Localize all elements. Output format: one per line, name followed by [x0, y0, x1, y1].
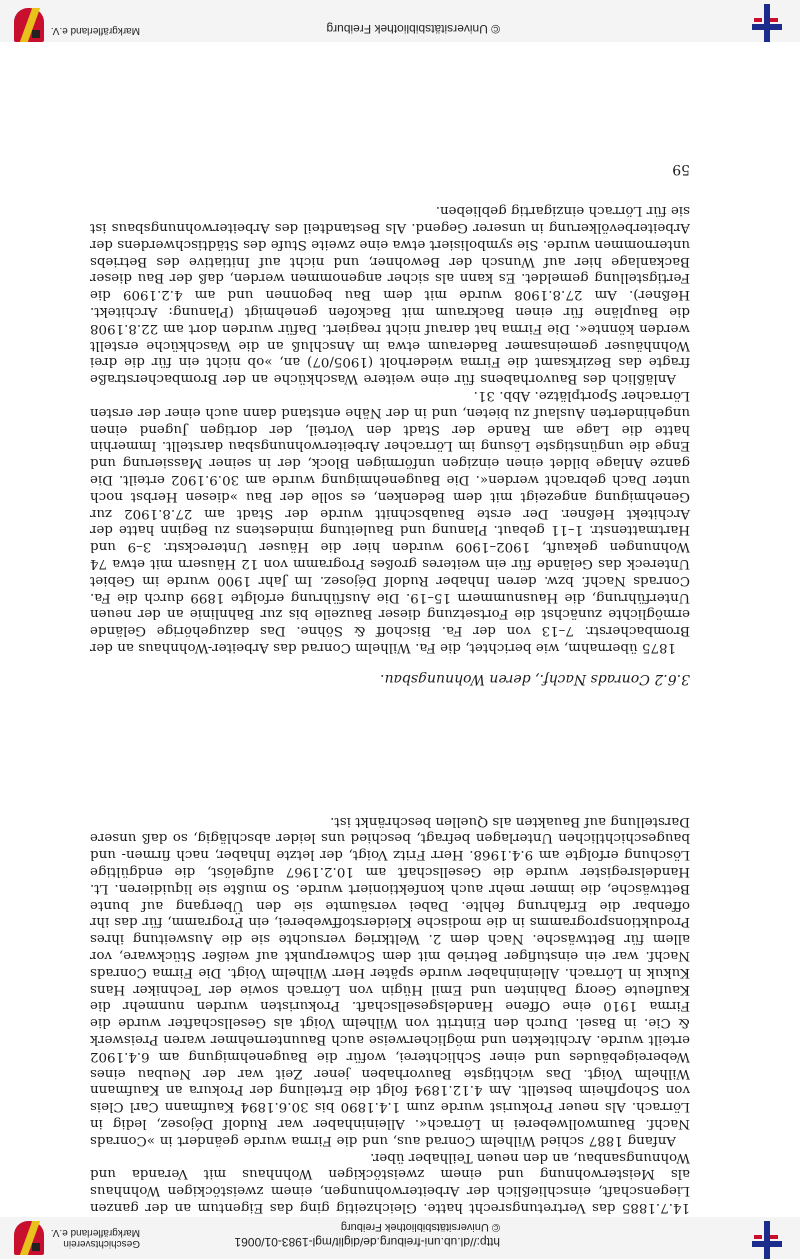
society-crest-icon: [14, 1221, 44, 1255]
copyright-notice: © Universitätsbibliothek Freiburg: [326, 22, 500, 36]
text-block-lower: [90, 201, 690, 655]
document-url[interactable]: http://dl.ub.uni-freiburg.de/diglit/mgl-1983-01/0061: [234, 1235, 500, 1249]
copyright-notice: © Universitätsbibliothek Freiburg: [340, 1221, 500, 1233]
society-line-2: Markgräflerland e.V.: [50, 1227, 140, 1238]
viewer-footer: [0, 0, 800, 42]
paragraph: Anfang 1887 schied Wilhelm Conrad aus, und die Firma wurde geändert in »Conrads Nachf. Baumwollweberei in Lörrach«. Alleininhaber war Rudolf Déjosez, ledig in Lörrach. Als neuer Prokurist wurde zum 1.4.1890 bis 30.6.1894 Kaufmann Carl Cleis von Schopfheim bestellt. Am 4.12.1894 folgt die Erteilung der Prokura an Kaufmann Wilhelm Voigt. Das wichtigste Bauvorhaben jener Zeit war der Neubau eines Webereigebäudes und einer Schlichterei, wofür die Baugenehmigung am 6.4.1902 erteilt wurde. Architekten und möglicherweise auch Bauunternehmer waren Preiswerk & Cie. in Basel. Durch den Eintritt von Wilhelm Voigt als Gesellschafter wurde die Firma 1910 eine Offene Handelsgesellschaft. Prokuristen wurden nunmehr die Kaufleute Georg Dahinten und Emil Hügin von Lörrach sowie der Techniker Hans Kukuk in Lörrach. Alleininhaber wurde später Herr Wilhelm Voigt. Die Firma Conrads Nachf. war ein einstufiger Betrieb mit dem Schwerpunkt auf weißer Stückware, vor allem für Bettwäsche. Nach dem 2. Weltkrieg versuchte sie die Ausweitung ihres Produktionsprogramms in die modische Kleiderstoffweberei, ein Programm, für das ihr offenbar die Erfahrung fehlte. Dabei versäumte sie den Übergang auf bunte Bettwäsche, die immer mehr auch konfektioniert wurde. So mußte sie liquidieren. Lt. Handelsregister wurde die Gesellschaft am 10.2.1967 aufgelöst, die endgültige Löschung erfolgte am 9.4.1968. Herr Fritz Voigt, der letzte Inhaber, nach firmen- und baugeschichtlichen Unterlagen befragt, beschied uns leider abschlägig, so daß unsere Darstellung auf Bauakten als Quellen beschränkt ist.: [90, 813, 690, 1148]
society-crest-icon: [14, 8, 44, 42]
page-number: 59: [672, 161, 690, 177]
society-line-1: Geschichtsverein: [63, 1238, 140, 1249]
paragraph: Anläßlich des Bauvorhabens für eine weitere Waschküche an der Brombacherstraße fragte das Bezirksamt die Firma wiederholt (1905/07) an, »ob nicht ein für die drei Wohnhäuser gemeinsamer Baderaum etwa im Anschluß an die Waschküche erstellt werden könnte«. Die Firma hat darauf nicht reagiert. Dafür wurden dort am 22.8.1908 die Baupläne für einen Backraum mit Backofen genehmigt (Planung: Architekt. Heßner). Am 27.8.1908 wurde mit dem Bau begonnen und am 4.2.1909 die Fertigstellung gemeldet. Es kann als sicher angenommen werden, daß der Bau dieser Backanlage hier auf Wunsch der Bewohner, und nicht auf Initiative des Betriebs unternommen wurde. Sie symbolisiert etwa eine zweite Stufe des Städtischwerdens der Arbeiterbevölkerung in unserer Gegend. Als Bestandteil des Arbeiterwohnungsbaus ist sie für Lörrach einzigartig geblieben.: [90, 203, 690, 387]
university-library-logo-icon: [746, 0, 786, 42]
text-block-upper: [90, 812, 690, 1215]
viewer-header: [0, 1217, 800, 1259]
paragraph: 14.7.1885 das Vertretungsrecht hatte. Gleichzeitig ging das Eigentum an der ganzen Liegenschaft, einschließlich der Arbeiterwohnungen, einem zweistöckigen Wohnhaus als Meisterwohnung und einem zweistöckigen Wohnhaus mit Veranda und Wohnungsanbau, an den neuen Teilhaber über.: [90, 1149, 690, 1215]
paragraph: 1875 übernahm, wie berichtet, die Fa. Wilhelm Conrad das Arbeiter-Wohnhaus an der Brombacherstr. 7–13 von der Fa. Bischoff & Söhne. Das dazugehörige Gelände ermöglichte zunächst die Fortsetzung dieser Bauzeile bis zur Bahnlinie an der neuen Unterführung, die Hausnummern 15–19. Die Ausführung erfolgte 1899 durch die Fa. Conrads Nachf. bzw. deren Inhaber Rudolf Déjosez. Im Jahr 1900 wurde im Gebiet Untereck das Gelände für ein weiteres großes Programm von 12 Häusern mit etwa 74 Wohnungen gekauft, 1902–1909 wurden hier die Häuser Untereckstr. 3–9 und Hartmattenstr. 1–11 gebaut. Planung und Bauleitung mindestens zu Beginn hatte der Architekt Heßner. Der erste Bauabschnitt wurde der Stadt am 27.8.1902 zur Genehmigung angezeigt mit dem Bedenken, es solle der Bau »diesen Herbst noch unter Dach gebracht werden«. Die Baugenehmigung wurde am 30.9.1902 erteilt. Die ganze Anlage bildet einen einzigen unförmigen Block, der in seiner Massierung und Enge die ungünstigste Lösung im Lörracher Arbeiterwohnungsbau darstellt. Immerhin hatte die Lage am Rande der Stadt den Vorteil, der dortigen Jugend einen ungehinderten Auslauf zu bieten, und in der Nähe entstand dann auch einer der ersten Lörracher Sportplätze. Abb. 31.: [90, 388, 690, 655]
society-name: [51, 1227, 140, 1249]
society-name: Markgräflerland e.V.: [50, 25, 140, 36]
university-library-logo-icon: [746, 1217, 786, 1259]
section-heading: 3.6.2 Conrads Nachf., deren Wohnungsbau.: [380, 671, 690, 687]
